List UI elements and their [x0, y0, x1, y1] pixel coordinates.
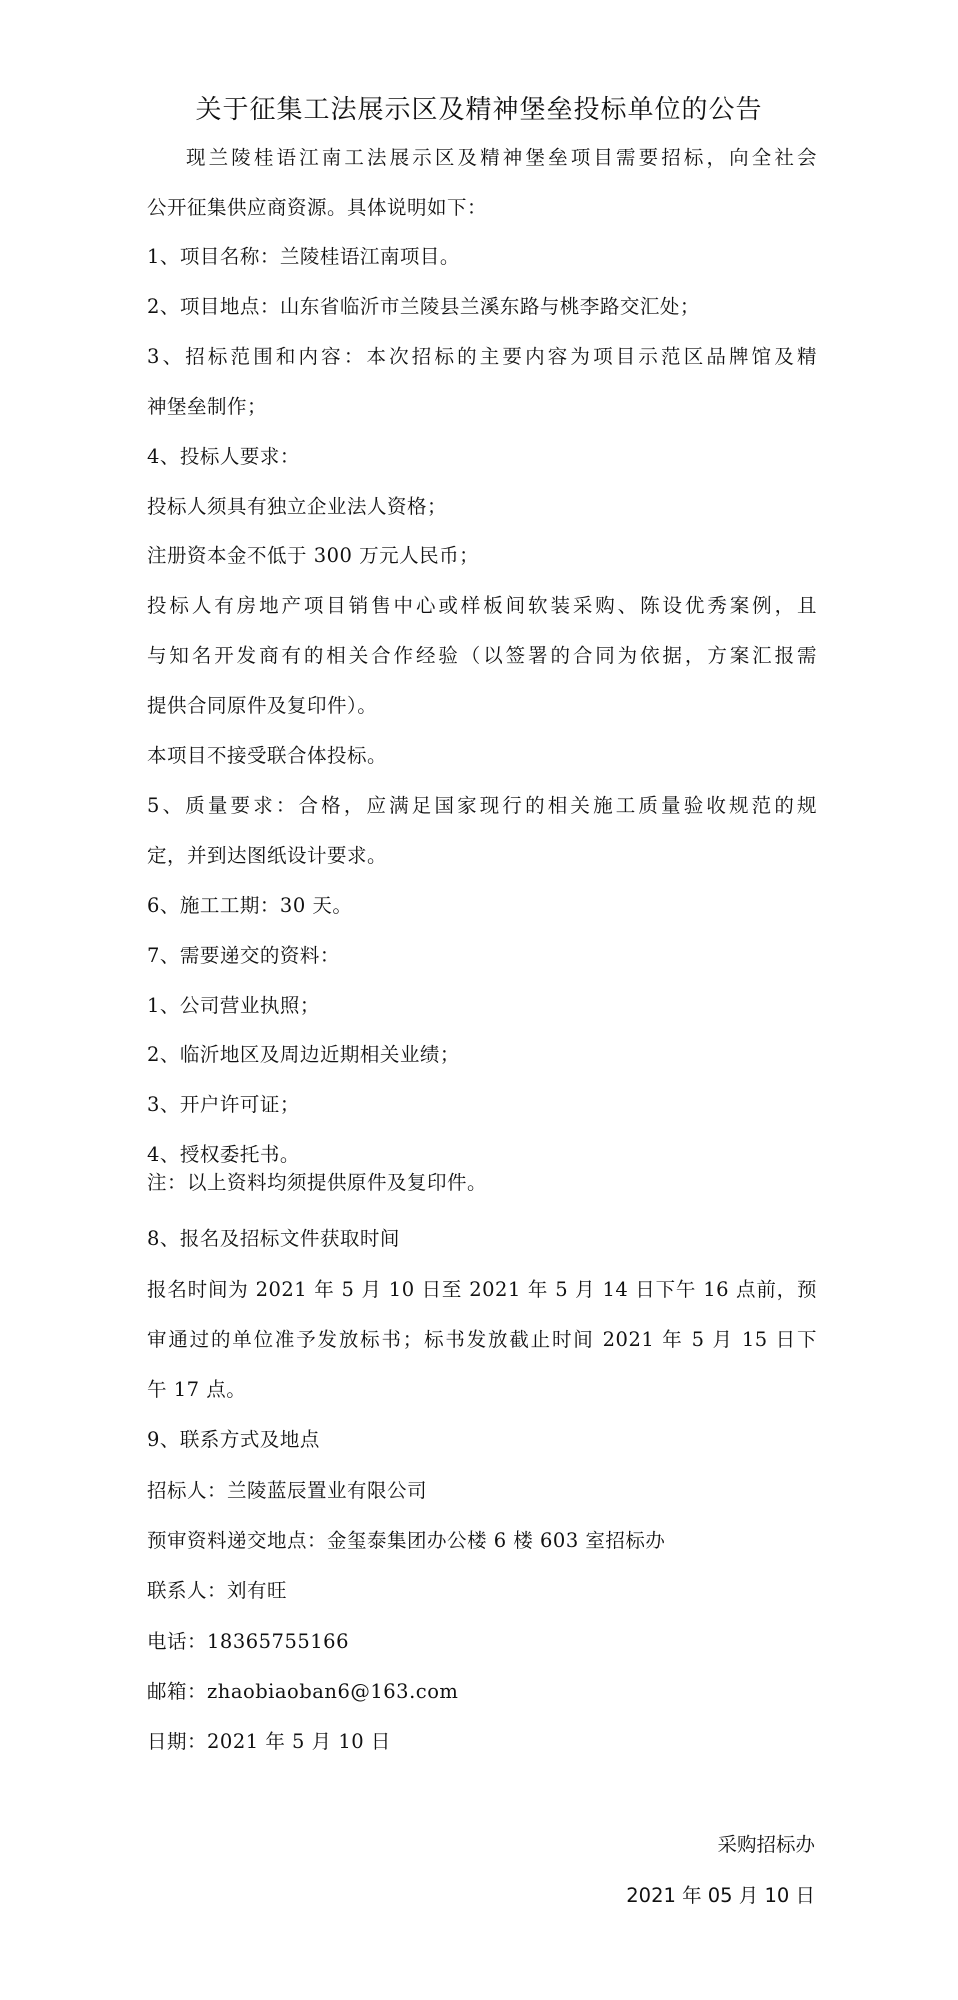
paragraph-line: 审通过的单位准予发放标书；标书发放截止时间 2021 年 5 月 15 日下 [147, 1328, 817, 1351]
paragraph-line: 报名时间为 2021 年 5 月 10 日至 2021 年 5 月 14 日下午 16 点前，预 [147, 1278, 817, 1301]
paragraph-line: 投标人有房地产项目销售中心或样板间软装采购、陈设优秀案例，且 [147, 594, 817, 617]
paragraph-line: 公开征集供应商资源。具体说明如下： [147, 196, 488, 219]
paragraph-line: 现兰陵桂语江南工法展示区及精神堡垒项目需要招标，向全社会 [186, 146, 817, 169]
list-item: 5、质量要求：合格，应满足国家现行的相关施工质量验收规范的规 [147, 794, 817, 817]
list-item: 9、联系方式及地点 [147, 1428, 320, 1451]
list-item: 1、公司营业执照； [147, 994, 320, 1017]
paragraph-line: 招标人：兰陵蓝辰置业有限公司 [147, 1479, 428, 1502]
paragraph-line: 注册资本金不低于 300 万元人民币； [147, 544, 480, 567]
list-item: 6、施工工期：30 天。 [147, 894, 353, 917]
paragraph-line: 投标人须具有独立企业法人资格； [147, 495, 448, 518]
list-item: 2、项目地点：山东省临沂市兰陵县兰溪东路与桃李路交汇处； [147, 295, 700, 318]
signature-department: 采购招标办 [717, 1833, 815, 1856]
list-item: 4、授权委托书。 [147, 1143, 300, 1166]
paragraph-line: 提供合同原件及复印件）。 [147, 694, 378, 717]
list-item: 3、招标范围和内容：本次招标的主要内容为项目示范区品牌馆及精 [147, 345, 817, 368]
list-item: 3、开户许可证； [147, 1093, 300, 1116]
paragraph-line: 联系人：刘有旺 [147, 1579, 288, 1602]
list-item: 1、项目名称：兰陵桂语江南项目。 [147, 245, 460, 268]
list-item: 8、报名及招标文件获取时间 [147, 1227, 400, 1250]
paragraph-line: 与知名开发商有的相关合作经验（以签署的合同为依据，方案汇报需 [147, 644, 817, 667]
paragraph-line: 午 17 点。 [147, 1378, 247, 1401]
paragraph-line: 神堡垒制作； [147, 395, 268, 418]
list-item: 4、投标人要求： [147, 445, 300, 468]
paragraph-line: 日期：2021 年 5 月 10 日 [147, 1730, 391, 1753]
list-item: 2、临沂地区及周边近期相关业绩； [147, 1043, 460, 1066]
paragraph-line: 电话：18365755166 [147, 1630, 349, 1653]
paragraph-line: 预审资料递交地点：金玺泰集团办公楼 6 楼 603 室招标办 [147, 1529, 666, 1552]
paragraph-line: 定，并到达图纸设计要求。 [147, 844, 388, 867]
list-item: 7、需要递交的资料： [147, 944, 340, 967]
paragraph-line: 邮箱：zhaobiaoban6@163.com [147, 1680, 459, 1703]
document-title: 关于征集工法展示区及精神堡垒投标单位的公告 [195, 95, 763, 125]
signature-date: 2021 年 05 月 10 日 [626, 1884, 815, 1907]
paragraph-line: 本项目不接受联合体投标。 [147, 744, 388, 767]
note-line: 注：以上资料均须提供原件及复印件。 [147, 1171, 488, 1194]
